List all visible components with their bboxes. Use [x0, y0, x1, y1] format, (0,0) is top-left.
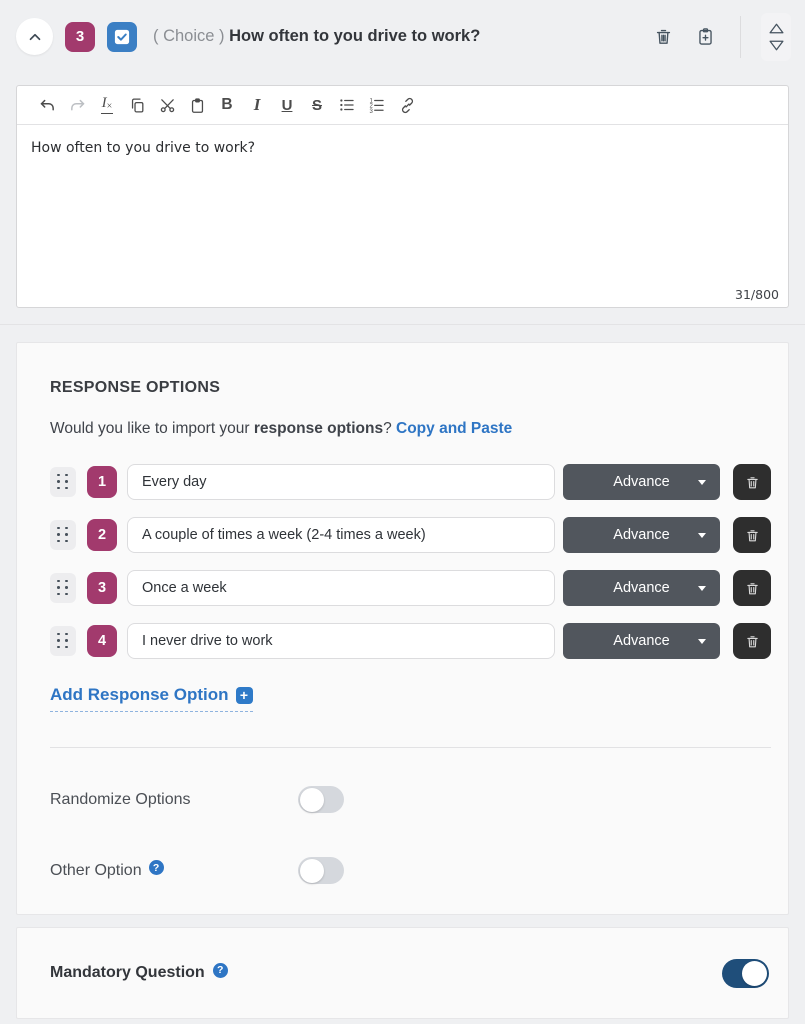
option-action-label: Advance — [613, 474, 670, 490]
response-option-row — [50, 623, 771, 659]
svg-text:1: 1 — [369, 98, 373, 105]
section-divider — [0, 324, 805, 325]
delete-option-button[interactable] — [733, 517, 771, 553]
drag-handle[interactable] — [50, 573, 76, 603]
response-option-row — [50, 464, 771, 500]
editor-body — [17, 125, 788, 307]
triangle-down-icon — [768, 39, 785, 52]
option-action-label: Advance — [613, 580, 670, 596]
mandatory-question-label — [50, 964, 228, 982]
other-option-label — [50, 862, 298, 880]
response-option-row — [50, 570, 771, 606]
add-response-option-label: Add Response Option — [50, 685, 229, 704]
drag-handle[interactable] — [50, 467, 76, 497]
numbered-list-icon — [368, 96, 386, 114]
option-number-badge: 2 — [87, 519, 117, 551]
import-prompt-bold: response options — [253, 420, 384, 437]
numbered-list-button[interactable] — [363, 91, 391, 119]
mandatory-question-toggle[interactable] — [722, 959, 769, 988]
mandatory-question-label-text: Mandatory Question — [50, 964, 205, 981]
import-prompt-text: Would you like to import your — [50, 420, 254, 437]
options-settings-divider — [50, 747, 771, 748]
clear-formatting-icon: I× — [101, 95, 113, 112]
caret-down-icon — [698, 480, 706, 485]
editor-toolbar — [17, 86, 788, 125]
delete-question-button[interactable] — [648, 22, 678, 52]
bold-button[interactable]: B — [221, 96, 233, 113]
options-list — [34, 464, 771, 659]
copy-icon — [129, 97, 146, 114]
svg-text:3: 3 — [369, 108, 373, 114]
question-text-editor[interactable]: How often to you drive to work? — [31, 140, 256, 156]
randomize-options-row — [50, 786, 771, 813]
paste-button[interactable] — [183, 91, 211, 119]
bullet-list-button[interactable] — [333, 91, 361, 119]
underline-button[interactable]: U — [281, 96, 293, 114]
scissors-icon — [159, 97, 176, 114]
option-action-dropdown[interactable] — [563, 517, 720, 553]
option-text-input[interactable] — [127, 570, 555, 606]
svg-text:2: 2 — [369, 103, 373, 110]
import-prompt — [50, 420, 771, 438]
drag-dots-icon — [57, 633, 69, 650]
plus-square-icon: + — [236, 687, 253, 704]
other-option-toggle[interactable] — [298, 857, 344, 884]
question-editor-card — [16, 85, 789, 308]
move-down-button[interactable] — [768, 39, 785, 52]
response-option-row — [50, 517, 771, 553]
move-up-button[interactable] — [768, 22, 785, 35]
option-number-badge: 3 — [87, 572, 117, 604]
response-options-heading: RESPONSE OPTIONS — [50, 379, 221, 396]
toggle-knob — [742, 961, 767, 986]
duplicate-question-button[interactable] — [690, 22, 720, 52]
trash-icon — [745, 634, 760, 649]
mandatory-question-panel — [16, 927, 789, 1019]
drag-handle[interactable] — [50, 626, 76, 656]
option-text-input[interactable] — [127, 623, 555, 659]
drag-dots-icon — [57, 580, 69, 597]
strikethrough-button[interactable]: S — [311, 96, 322, 114]
toggle-knob — [300, 859, 324, 883]
choice-type-icon[interactable] — [107, 22, 137, 52]
option-action-label: Advance — [613, 527, 670, 543]
copy-and-paste-link[interactable]: Copy and Paste — [396, 420, 513, 437]
bullet-list-icon — [338, 96, 356, 114]
help-icon[interactable]: ? — [149, 860, 164, 875]
question-title-text: How often to you drive to work? — [229, 27, 481, 45]
other-option-row — [50, 857, 771, 884]
clipboard-plus-icon — [696, 27, 715, 46]
cut-button[interactable] — [153, 91, 181, 119]
option-action-dropdown[interactable] — [563, 623, 720, 659]
import-prompt-suffix: ? — [383, 420, 397, 437]
option-text-input[interactable] — [127, 464, 555, 500]
response-options-panel — [16, 342, 789, 915]
copy-button[interactable] — [123, 91, 151, 119]
randomize-options-toggle[interactable] — [298, 786, 344, 813]
option-action-dropdown[interactable] — [563, 570, 720, 606]
redo-icon — [69, 97, 86, 114]
delete-option-button[interactable] — [733, 464, 771, 500]
checkbox-icon — [112, 27, 132, 47]
link-button[interactable] — [393, 91, 421, 119]
header-divider — [740, 16, 741, 58]
trash-icon — [745, 475, 760, 490]
delete-option-button[interactable] — [733, 570, 771, 606]
italic-button[interactable]: I — [253, 95, 261, 114]
option-action-label: Advance — [613, 633, 670, 649]
drag-dots-icon — [57, 527, 69, 544]
collapse-question-button[interactable] — [16, 18, 53, 55]
help-icon[interactable]: ? — [213, 963, 228, 978]
trash-icon — [745, 528, 760, 543]
add-response-option-button[interactable] — [50, 685, 253, 712]
option-text-input[interactable] — [127, 517, 555, 553]
clear-formatting-button[interactable] — [93, 91, 121, 119]
option-number-badge: 1 — [87, 466, 117, 498]
clipboard-icon — [189, 97, 206, 114]
option-number-badge: 4 — [87, 625, 117, 657]
undo-button[interactable] — [33, 91, 61, 119]
chevron-up-icon — [26, 28, 44, 46]
redo-button[interactable] — [63, 91, 91, 119]
randomize-options-label: Randomize Options — [50, 790, 191, 808]
trash-icon — [745, 581, 760, 596]
question-type-label: ( Choice ) — [153, 27, 225, 45]
triangle-up-icon — [768, 22, 785, 35]
drag-dots-icon — [57, 474, 69, 491]
character-counter: 31/800 — [735, 287, 779, 302]
question-title — [153, 27, 480, 46]
caret-down-icon — [698, 533, 706, 538]
caret-down-icon — [698, 639, 706, 644]
option-action-dropdown[interactable] — [563, 464, 720, 500]
toggle-knob — [300, 788, 324, 812]
caret-down-icon — [698, 586, 706, 591]
link-icon — [399, 97, 416, 114]
trash-icon — [654, 27, 673, 46]
undo-icon — [39, 97, 56, 114]
other-option-label-text: Other Option — [50, 861, 142, 879]
reorder-question-control — [761, 13, 791, 61]
question-header — [0, 0, 805, 73]
drag-handle[interactable] — [50, 520, 76, 550]
question-number-badge: 3 — [65, 22, 95, 52]
delete-option-button[interactable] — [733, 623, 771, 659]
